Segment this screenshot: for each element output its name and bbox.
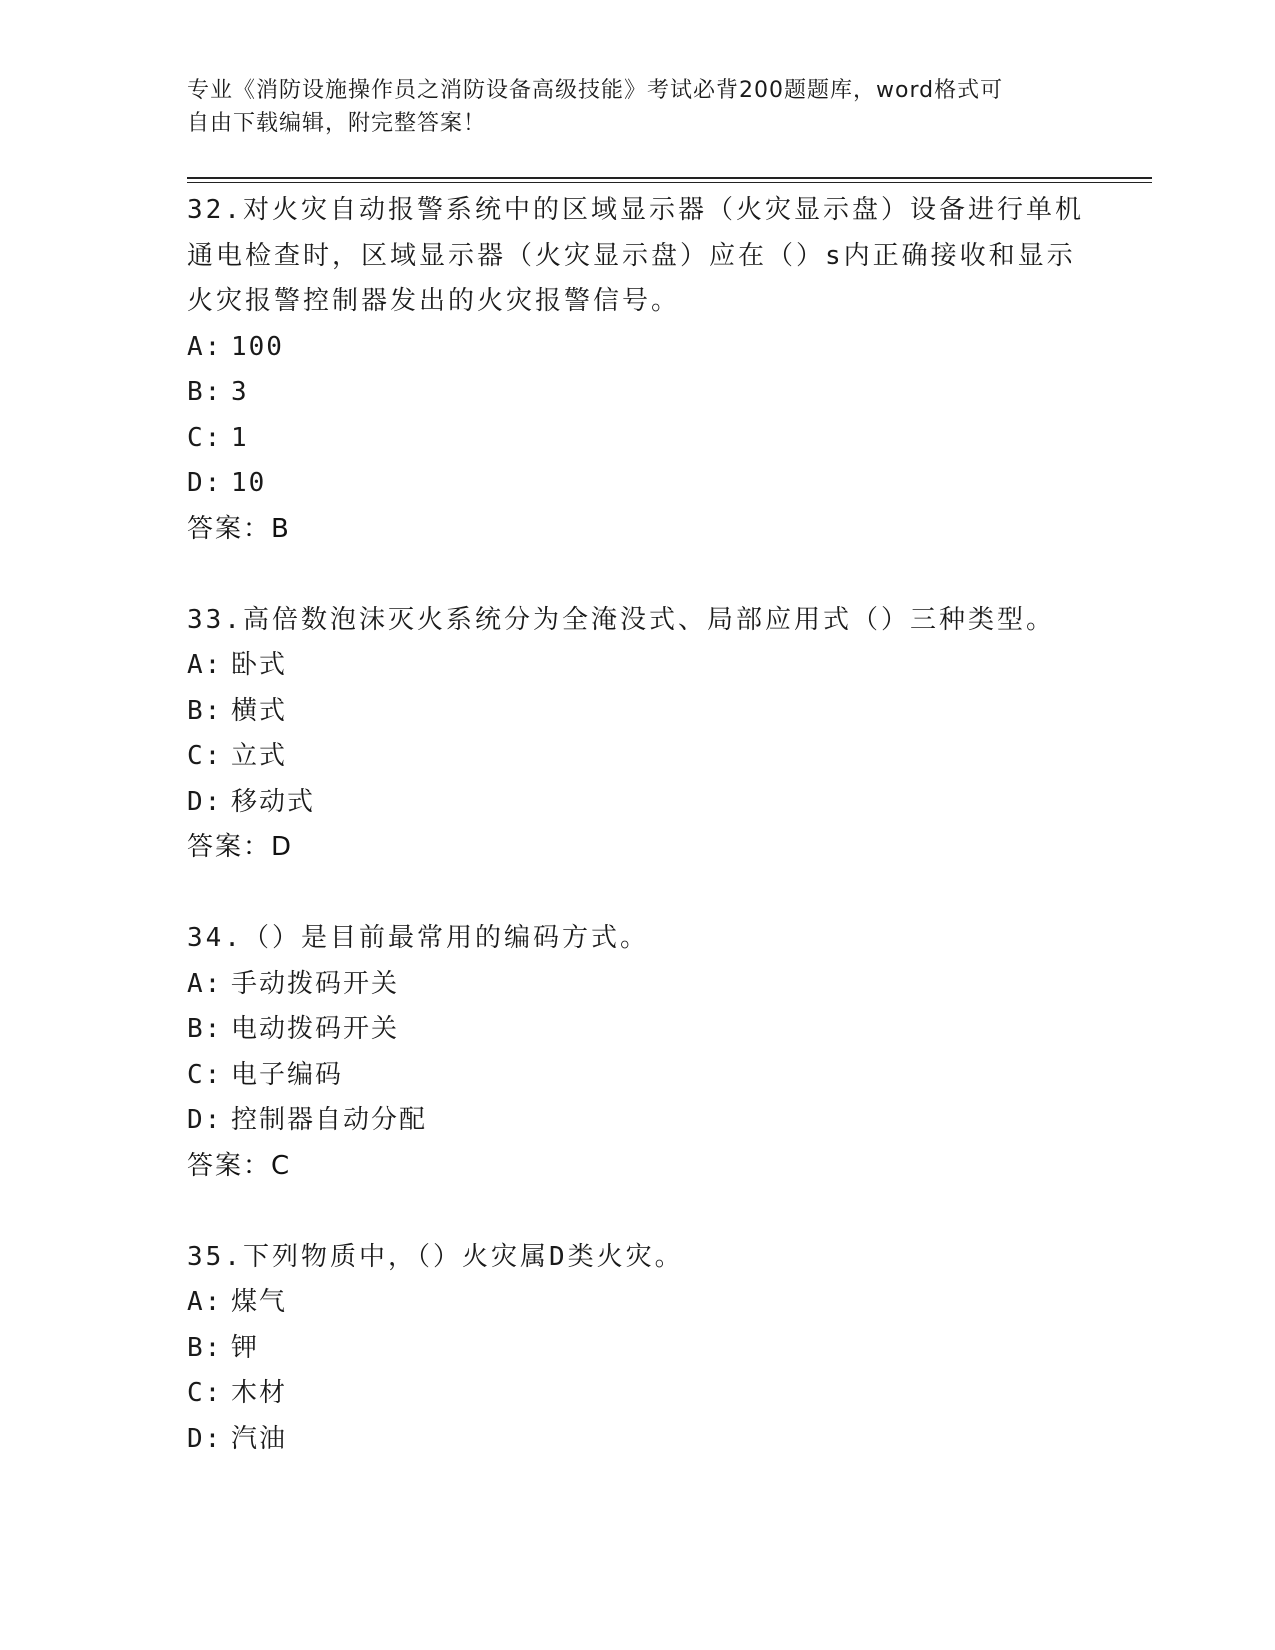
option-letter: C: xyxy=(187,1059,223,1090)
header-line-2: 自由下载编辑，附完整答案！ xyxy=(187,111,487,136)
option-text: 煤气 xyxy=(231,1287,288,1317)
option-d xyxy=(187,780,1107,826)
question-33 xyxy=(187,598,1107,917)
question-list xyxy=(187,188,1107,1462)
option-text: 3 xyxy=(231,377,249,407)
question-stem xyxy=(187,188,1107,325)
question-stem xyxy=(187,1235,1107,1281)
answer-label: 答案：B xyxy=(187,513,291,544)
header-line-1: 专业《消防设施操作员之消防设备高级技能》考试必背200题题库，word格式可 xyxy=(187,78,1004,103)
question-32 xyxy=(187,188,1107,598)
option-b xyxy=(187,370,1107,416)
option-letter: D: xyxy=(187,468,223,498)
option-letter: A: xyxy=(187,331,223,362)
option-letter: A: xyxy=(187,650,223,680)
question-stem-line: 32.对火灾自动报警系统中的区域显示器（火灾显示盘）设备进行单机 xyxy=(187,195,1084,225)
question-stem-line: 35.下列物质中，（）火灾属D类火灾。 xyxy=(187,1241,684,1272)
option-letter: D: xyxy=(187,1423,223,1454)
header-divider-thick xyxy=(187,177,1152,179)
option-c xyxy=(187,734,1107,780)
option-b xyxy=(187,1326,1107,1372)
option-text: 汽油 xyxy=(231,1423,288,1454)
option-a xyxy=(187,962,1107,1008)
option-c xyxy=(187,416,1107,462)
option-letter: C: xyxy=(187,1378,223,1408)
option-letter: A: xyxy=(187,968,223,999)
question-stem-line: 33.高倍数泡沫灭火系统分为全淹没式、局部应用式（）三种类型。 xyxy=(187,604,1055,635)
answer-label: 答案：D xyxy=(187,832,294,862)
option-letter: D: xyxy=(187,786,223,817)
answer-label: 答案：C xyxy=(187,1150,292,1181)
option-letter: C: xyxy=(187,741,223,771)
option-text: 木材 xyxy=(231,1378,288,1408)
question-spacer xyxy=(187,871,1107,917)
question-34 xyxy=(187,916,1107,1235)
question-spacer xyxy=(187,1189,1107,1235)
question-spacer xyxy=(187,552,1107,598)
option-text: 立式 xyxy=(231,741,288,771)
question-35 xyxy=(187,1235,1107,1463)
header-divider-thin xyxy=(187,182,1152,183)
option-c xyxy=(187,1053,1107,1099)
option-letter: B: xyxy=(187,695,223,726)
question-stem-line: 34.（）是目前最常用的编码方式。 xyxy=(187,923,649,953)
option-text: 卧式 xyxy=(231,650,288,680)
question-stem xyxy=(187,598,1107,644)
question-stem xyxy=(187,916,1107,962)
option-text: 电动拨码开关 xyxy=(231,1014,400,1044)
option-d xyxy=(187,1417,1107,1463)
option-letter: B: xyxy=(187,1332,223,1363)
option-d xyxy=(187,461,1107,507)
question-stem-line: 通电检查时，区域显示器（火灾显示盘）应在（）s内正确接收和显示 xyxy=(187,240,1076,271)
option-text: 电子编码 xyxy=(231,1059,344,1090)
option-letter: D: xyxy=(187,1105,223,1135)
option-text: 移动式 xyxy=(231,786,316,817)
option-text: 1 xyxy=(231,422,249,453)
document-header xyxy=(187,74,1067,140)
option-d xyxy=(187,1098,1107,1144)
question-stem-line: 火灾报警控制器发出的火灾报警信号。 xyxy=(187,286,681,316)
option-a xyxy=(187,643,1107,689)
option-text: 10 xyxy=(231,468,267,498)
option-b xyxy=(187,1007,1107,1053)
option-letter: B: xyxy=(187,377,223,407)
option-letter: A: xyxy=(187,1287,223,1317)
option-c xyxy=(187,1371,1107,1417)
option-a xyxy=(187,1280,1107,1326)
option-text: 手动拨码开关 xyxy=(231,968,400,999)
option-letter: B: xyxy=(187,1014,223,1044)
option-b xyxy=(187,689,1107,735)
option-text: 控制器自动分配 xyxy=(231,1105,428,1135)
option-a xyxy=(187,325,1107,371)
option-letter: C: xyxy=(187,422,223,453)
option-text: 横式 xyxy=(231,695,288,726)
option-text: 钾 xyxy=(231,1332,260,1363)
option-text: 100 xyxy=(231,331,284,362)
